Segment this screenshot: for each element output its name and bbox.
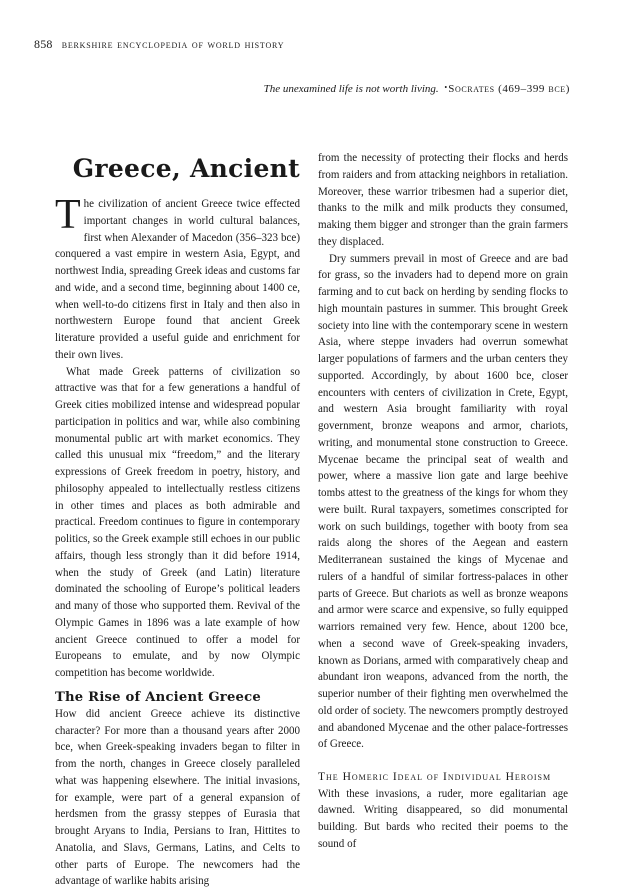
epigraph [264,83,570,95]
left-column [55,150,300,890]
paragraph-4: Dry summers prevail in most of Greece and are bad for grass, so the invaders had to depend more on grain farming and to cut back on herding by sending flocks to high mountain pastures in summer. This brought Greek society into line with the contemporary scene in western Asia, where steppe invaders had overrun somewhat larger populations of farmers and the urban centers they supported. Accordingly, by about 1600 bce, closer encounters with centers of civilization in Crete, Egypt, and western Asia brought familiarity with royal government, bronze weapons and armor, chariots, writing, and monumental stone construction to Greece. Mycenae became the principal seat of wealth and power, where a massive lion gate and large beehive tombs attest to the greatness of the kings for whom they were built. Rural taxpayers, sometimes conscripted for work on such buildings, together with booty from sea raids along the shores of the Aegean and eastern Mediterranean sustained the kings of Mycenae and rulers of a handful of similar fortress-palaces in other parts of Greece. But chariots as well as bronze weapons and armor were scarce and expensive, so fully equipped warriors remained very few. Hence, about 1200 bce, when a second wave of Greek-speaking invaders, known as Dorians, armed with comparatively cheap and abundant iron weapons, advanced from the north, the superior number of their fighting men overwhelmed the old order of society. The newcomers promptly destroyed and abandoned Mycenae and the other palace-fortresses of Greece. [318,252,568,751]
subsection-heading: The Homeric Ideal of Individual Heroism [318,771,552,783]
paragraph-5: With these invasions, a ruder, more egalitarian age dawned. Writing disappeared, so did monumental building. But bards who recited their poems to the sound of [318,787,568,850]
page-number: 858 [34,37,53,51]
article-title: Greece, Ancient [72,154,300,183]
running-head [34,37,284,52]
intro-paragraph [55,192,300,364]
epigraph-quote: The unexamined life is not worth living. [263,83,439,95]
paragraph-3: How did ancient Greece achieve its distinctive character? For more than a thousand years after 2000 bce, when Greek-speaking invaders began to filter in from the north, changes in Greece closely paralleled what was happening elsewhere. The initial invasions, for example, were part of a general expansion of herdsmen from the grassy steppes of Eurasia that brought Aryans to India, Persians to Iran, Hittites to Anatolia, and Slavs, Germans, Latins, and Celts to other parts of Europe. The newcomers had the advantage of warlike habits arising [55,707,300,888]
paragraph-2: What made Greek patterns of civilization so attractive was that for a few generations a handful of Greek cities mobilized intense and widespread popular participation in politics and war, while also combining monumental public art with market economics. They called this unusual mix “freedom,” and the literary expressions of Greek freedom in poetry, history, and philosophy appealed to intellectually restless citizens in other times and places as both admirable and practical. Freedom continues to figure in contemporary politics, so the Greek example still echoes in our public affairs, though less strongly than it did before 1914, when the study of Greek (and Latin) literature dominated the schooling of Europe’s political leaders and many of those who supported them. Revival of the Olympic Games in 1896 was a late example of how ancient Greece continued to offer a model for Europeans to emulate, and by now Olympic competition has become worldwide. [55,365,300,679]
paragraph-3-continued: from the necessity of protecting their flocks and herds from raiders and from attacking neighbors in retaliation. Moreover, these warrior tribesmen had a superior diet, thanks to the milk and milk products they consumed, making them bigger and stronger than the grain farmers they displaced. [318,152,568,248]
right-column [318,150,568,853]
running-title: berkshire encyclopedia of world history [61,37,285,51]
intro-paragraph-text: he civilization of ancient Greece twice effected important changes in world cultural balances, first when Alexander of Macedon (356–323 bce) conquered a vast empire in western Asia, Egypt, and northwest India, spreading Greek ideas and customs far and wide, and a second time, beginning about 1400 ce, when well-to-do citizens first in Italy and then also in northwestern Europe found that ancient Greek literature provided a useful guide and enrichment for their own lives. [55,198,300,361]
epigraph-bullet: • [444,83,448,92]
epigraph-attribution: Socrates (469–399 bce) [448,83,570,95]
drop-cap: T [55,192,81,238]
section-heading: The Rise of Ancient Greece [55,689,261,705]
